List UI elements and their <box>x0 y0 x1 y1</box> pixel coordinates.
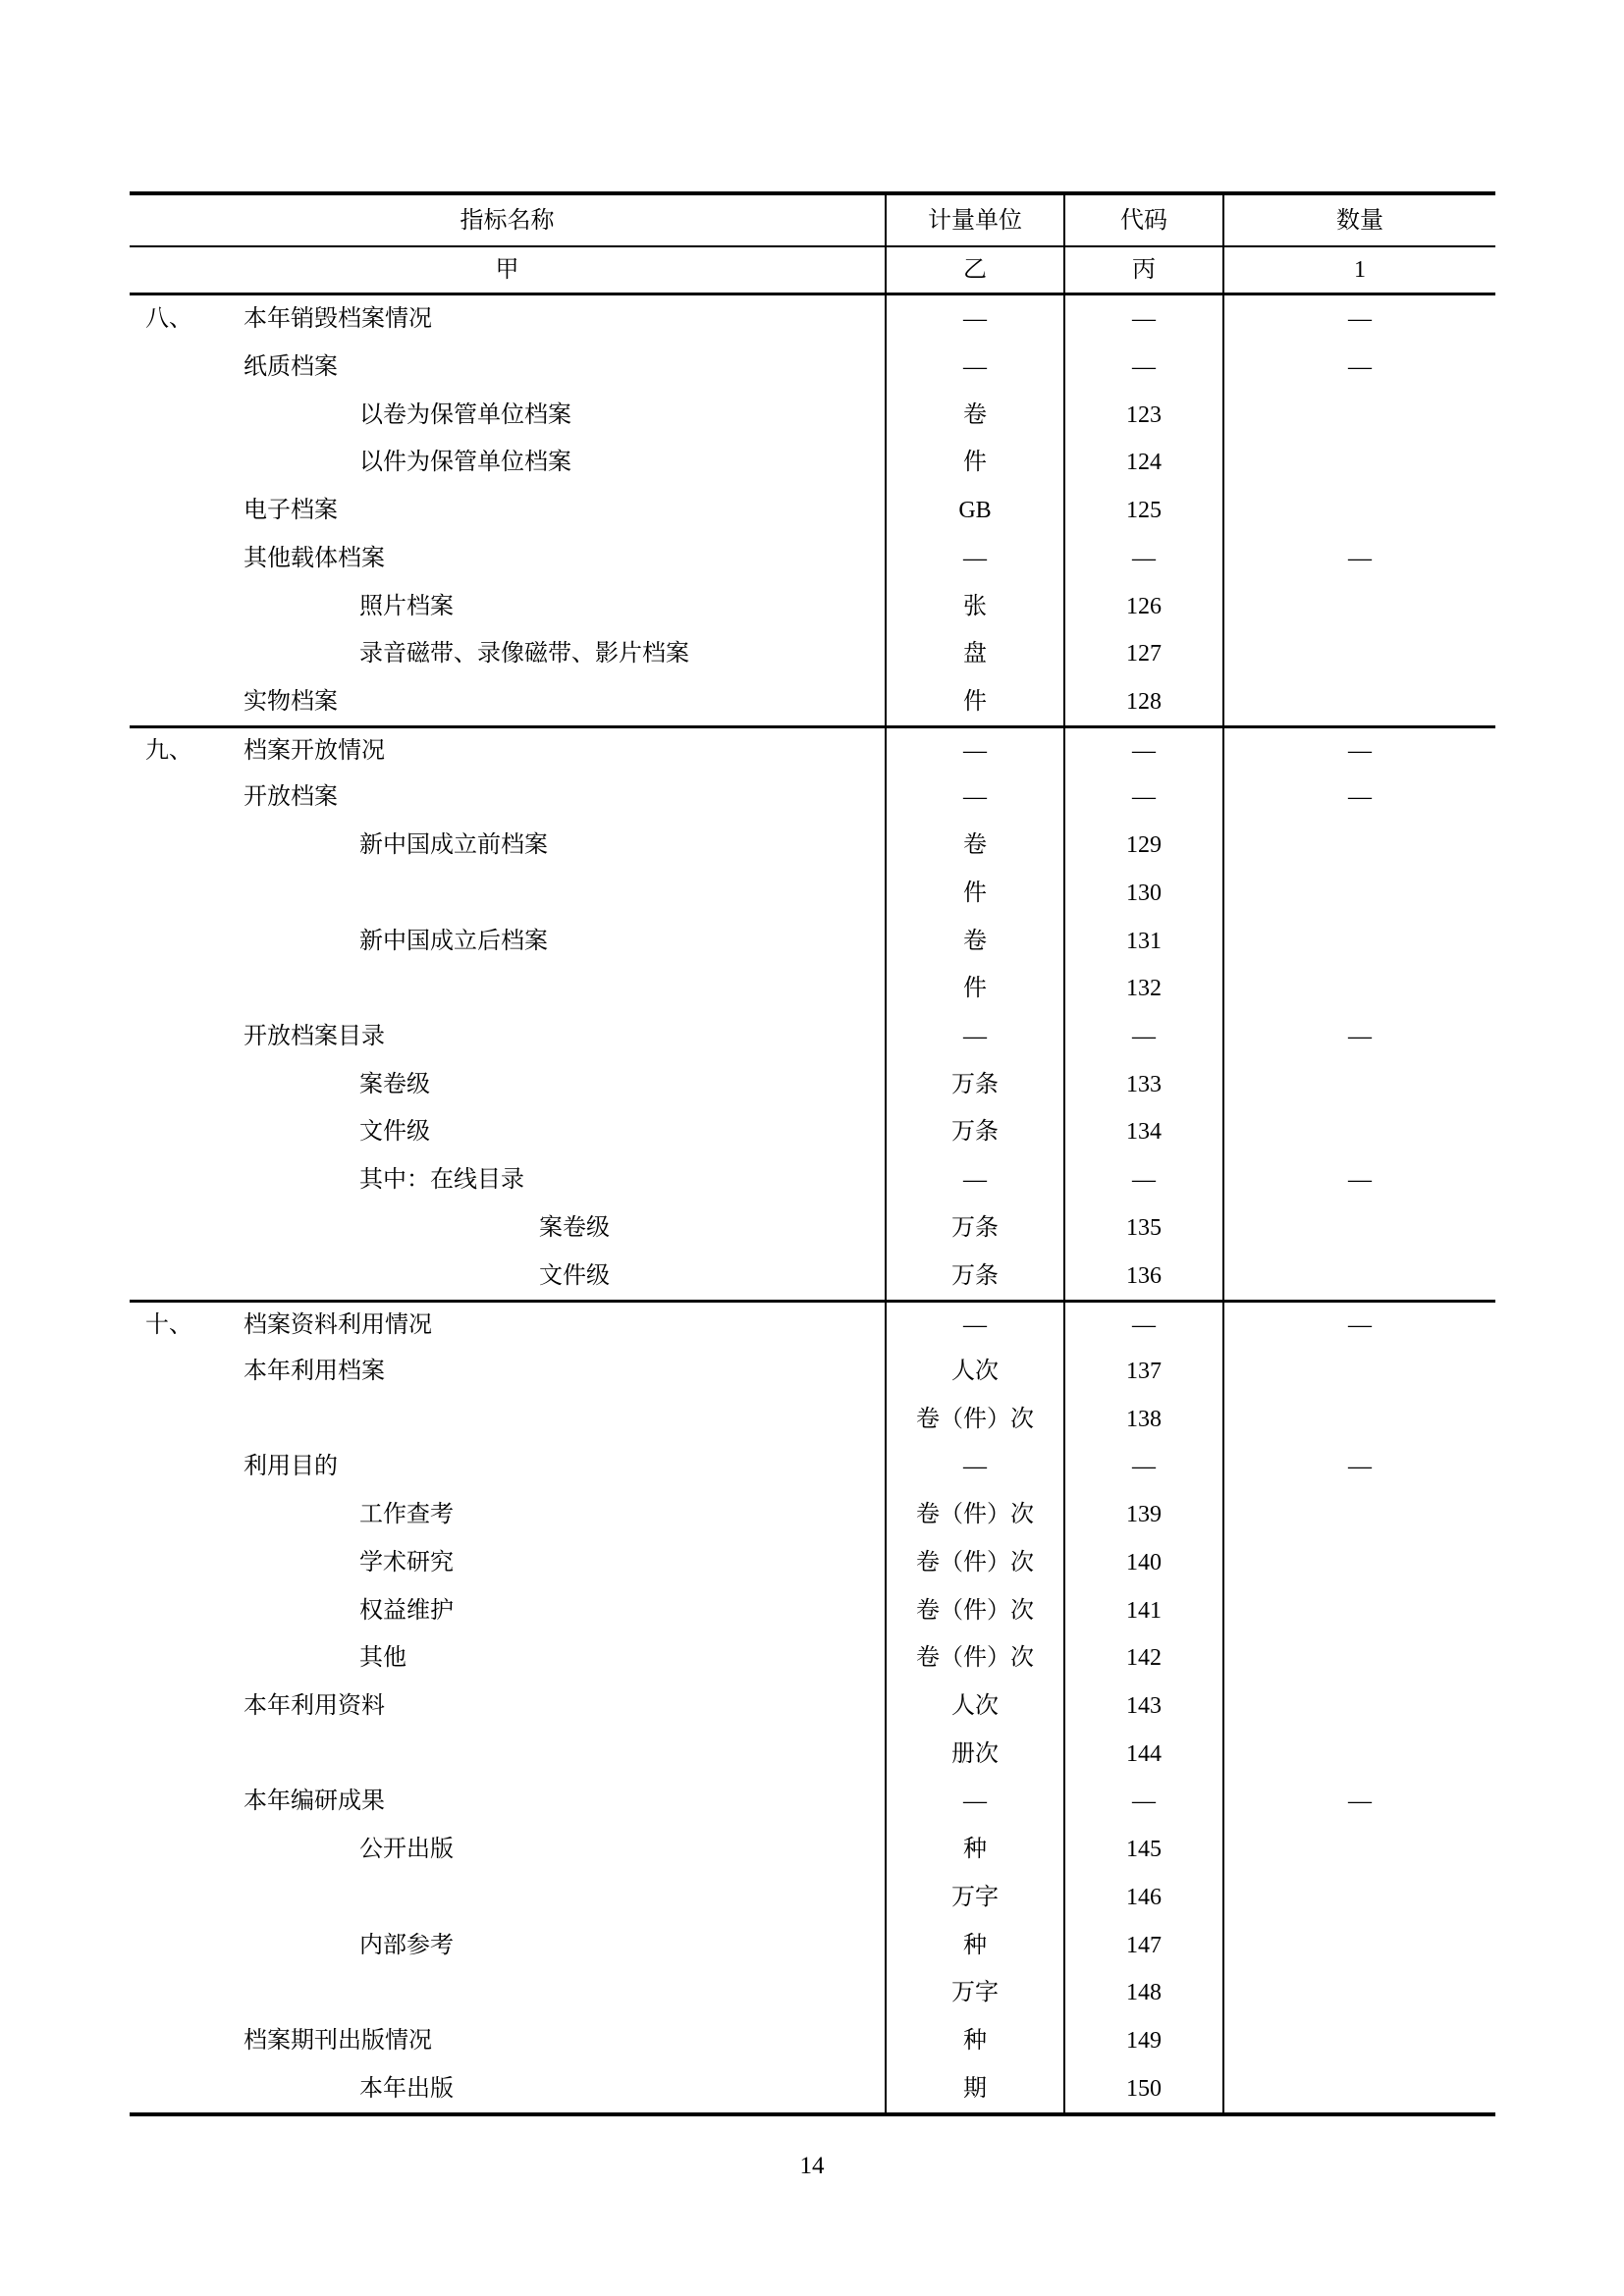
indicator-name-label: 纸质档案 <box>244 354 338 381</box>
unit-cell: 件 <box>885 439 1063 487</box>
indicator-name-cell <box>130 1969 885 2017</box>
code-cell: 141 <box>1063 1586 1222 1634</box>
indicator-name-label: 公开出版 <box>359 1837 454 1863</box>
quantity-cell <box>1222 1682 1495 1731</box>
quantity-cell: — <box>1222 1156 1495 1204</box>
unit-cell: — <box>885 295 1063 344</box>
code-cell: — <box>1063 1013 1222 1061</box>
unit-cell: 人次 <box>885 1348 1063 1396</box>
unit-cell: 册次 <box>885 1730 1063 1778</box>
unit-cell: 卷 <box>885 822 1063 870</box>
subheader-jia: 甲 <box>130 247 885 295</box>
indicator-name-label: 其他 <box>359 1645 406 1672</box>
quantity-cell <box>1222 2017 1495 2065</box>
unit-cell: — <box>885 1778 1063 1826</box>
code-cell: 133 <box>1063 1060 1222 1108</box>
indicator-name-cell <box>130 1060 885 1108</box>
column-header-code: 代码 <box>1063 195 1222 247</box>
code-cell: 126 <box>1063 582 1222 630</box>
quantity-cell: — <box>1222 1013 1495 1061</box>
quantity-cell <box>1222 630 1495 678</box>
indicator-name-label: 本年利用档案 <box>244 1358 385 1384</box>
quantity-cell <box>1222 1921 1495 1969</box>
indicator-name-cell <box>130 870 885 918</box>
unit-cell: 万条 <box>885 1108 1063 1156</box>
code-cell: — <box>1063 1156 1222 1204</box>
section-number-label: 十、 <box>145 1311 192 1338</box>
indicator-name-label: 本年出版 <box>359 2075 454 2102</box>
statistics-table <box>130 191 1495 2116</box>
unit-cell: 万条 <box>885 1203 1063 1252</box>
unit-cell: — <box>885 1013 1063 1061</box>
section-number-label: 九、 <box>145 738 192 765</box>
indicator-name-cell <box>130 1203 885 1252</box>
column-header-unit: 计量单位 <box>885 195 1063 247</box>
indicator-name-label: 权益维护 <box>359 1597 454 1624</box>
indicator-name-cell <box>130 1491 885 1539</box>
quantity-cell <box>1222 1826 1495 1874</box>
quantity-cell <box>1222 822 1495 870</box>
unit-cell: 件 <box>885 678 1063 726</box>
indicator-name-cell <box>130 295 885 344</box>
indicator-name-label: 档案期刊出版情况 <box>244 2027 432 2054</box>
quantity-cell <box>1222 870 1495 918</box>
unit-cell: 卷（件）次 <box>885 1586 1063 1634</box>
indicator-name-label: 以卷为保管单位档案 <box>359 401 571 428</box>
quantity-cell <box>1222 1060 1495 1108</box>
code-cell: 127 <box>1063 630 1222 678</box>
indicator-name-label: 新中国成立前档案 <box>359 832 548 859</box>
unit-cell: 万条 <box>885 1060 1063 1108</box>
indicator-name-label: 案卷级 <box>359 1071 430 1097</box>
quantity-cell <box>1222 1108 1495 1156</box>
indicator-name-label: 学术研究 <box>359 1549 454 1575</box>
subheader-yi: 乙 <box>885 247 1063 295</box>
indicator-name-cell <box>130 2017 885 2065</box>
indicator-name-label: 本年利用资料 <box>244 1692 385 1719</box>
code-cell: 137 <box>1063 1348 1222 1396</box>
indicator-name-cell <box>130 2064 885 2112</box>
code-cell: 135 <box>1063 1203 1222 1252</box>
quantity-cell <box>1222 1730 1495 1778</box>
code-cell: 144 <box>1063 1730 1222 1778</box>
unit-cell: — <box>885 344 1063 392</box>
section-number-label: 八、 <box>145 306 192 333</box>
code-cell: — <box>1063 344 1222 392</box>
quantity-cell: — <box>1222 1443 1495 1491</box>
indicator-name-cell <box>130 487 885 535</box>
indicator-name-label: 其他载体档案 <box>244 545 385 571</box>
code-cell: 134 <box>1063 1108 1222 1156</box>
indicator-name-label: 本年销毁档案情况 <box>244 306 432 333</box>
indicator-name-label: 文件级 <box>539 1262 610 1289</box>
unit-cell: 种 <box>885 1921 1063 1969</box>
quantity-cell <box>1222 965 1495 1013</box>
unit-cell: 万字 <box>885 1873 1063 1921</box>
indicator-name-cell <box>130 1300 885 1348</box>
quantity-cell <box>1222 1348 1495 1396</box>
unit-cell: GB <box>885 487 1063 535</box>
code-cell: 146 <box>1063 1873 1222 1921</box>
indicator-name-label: 照片档案 <box>359 593 454 619</box>
unit-cell: 种 <box>885 2017 1063 2065</box>
indicator-name-cell <box>130 1348 885 1396</box>
indicator-name-cell <box>130 1586 885 1634</box>
unit-cell: — <box>885 1156 1063 1204</box>
code-cell: 131 <box>1063 917 1222 965</box>
code-cell: 148 <box>1063 1969 1222 2017</box>
code-cell: — <box>1063 295 1222 344</box>
quantity-cell <box>1222 678 1495 726</box>
indicator-name-cell <box>130 391 885 439</box>
code-cell: 130 <box>1063 870 1222 918</box>
code-cell: 150 <box>1063 2064 1222 2112</box>
quantity-cell: — <box>1222 1778 1495 1826</box>
indicator-name-cell <box>130 1395 885 1443</box>
code-cell: 139 <box>1063 1491 1222 1539</box>
indicator-name-cell <box>130 1730 885 1778</box>
unit-cell: 卷（件）次 <box>885 1634 1063 1682</box>
quantity-cell <box>1222 391 1495 439</box>
code-cell: 128 <box>1063 678 1222 726</box>
quantity-cell <box>1222 1395 1495 1443</box>
indicator-name-label: 工作查考 <box>359 1502 454 1528</box>
column-header-quantity: 数量 <box>1222 195 1495 247</box>
code-cell: 145 <box>1063 1826 1222 1874</box>
code-cell: 140 <box>1063 1538 1222 1586</box>
code-cell: 142 <box>1063 1634 1222 1682</box>
indicator-name-label: 以件为保管单位档案 <box>359 450 571 476</box>
quantity-cell <box>1222 1203 1495 1252</box>
unit-cell: — <box>885 1443 1063 1491</box>
unit-cell: — <box>885 535 1063 583</box>
unit-cell: — <box>885 725 1063 774</box>
page-number: 14 <box>799 2153 825 2179</box>
quantity-cell <box>1222 1969 1495 2017</box>
code-cell: 132 <box>1063 965 1222 1013</box>
unit-cell: 卷 <box>885 391 1063 439</box>
indicator-name-label: 档案开放情况 <box>244 738 385 765</box>
code-cell: — <box>1063 535 1222 583</box>
indicator-name-cell <box>130 1921 885 1969</box>
indicator-name-cell <box>130 965 885 1013</box>
unit-cell: — <box>885 774 1063 822</box>
code-cell: — <box>1063 774 1222 822</box>
quantity-cell <box>1222 487 1495 535</box>
unit-cell: 卷（件）次 <box>885 1395 1063 1443</box>
quantity-cell <box>1222 1586 1495 1634</box>
code-cell: 149 <box>1063 2017 1222 2065</box>
indicator-name-cell <box>130 1538 885 1586</box>
code-cell: 125 <box>1063 487 1222 535</box>
unit-cell: 张 <box>885 582 1063 630</box>
column-header-indicator-name: 指标名称 <box>130 195 885 247</box>
indicator-name-cell <box>130 582 885 630</box>
indicator-name-cell <box>130 1108 885 1156</box>
indicator-name-cell <box>130 1013 885 1061</box>
quantity-cell <box>1222 1252 1495 1300</box>
indicator-name-cell <box>130 917 885 965</box>
unit-cell: — <box>885 1300 1063 1348</box>
indicator-name-cell <box>130 1873 885 1921</box>
code-cell: 129 <box>1063 822 1222 870</box>
indicator-name-label: 档案资料利用情况 <box>244 1311 432 1338</box>
quantity-cell: — <box>1222 725 1495 774</box>
indicator-name-cell <box>130 535 885 583</box>
quantity-cell <box>1222 1538 1495 1586</box>
indicator-name-cell <box>130 1252 885 1300</box>
unit-cell: 期 <box>885 2064 1063 2112</box>
quantity-cell: — <box>1222 295 1495 344</box>
indicator-name-cell <box>130 774 885 822</box>
indicator-name-label: 录音磁带、录像磁带、影片档案 <box>359 641 689 667</box>
quantity-cell: — <box>1222 1300 1495 1348</box>
unit-cell: 卷（件）次 <box>885 1491 1063 1539</box>
indicator-name-label: 文件级 <box>359 1119 430 1146</box>
indicator-name-cell <box>130 1156 885 1204</box>
indicator-name-cell <box>130 1634 885 1682</box>
indicator-name-label: 本年编研成果 <box>244 1789 385 1815</box>
code-cell: 136 <box>1063 1252 1222 1300</box>
indicator-name-cell <box>130 439 885 487</box>
unit-cell: 盘 <box>885 630 1063 678</box>
indicator-name-label: 开放档案目录 <box>244 1024 385 1049</box>
indicator-name-cell <box>130 344 885 392</box>
indicator-name-cell <box>130 725 885 774</box>
indicator-name-cell <box>130 1778 885 1826</box>
unit-cell: 卷 <box>885 917 1063 965</box>
code-cell: — <box>1063 1443 1222 1491</box>
unit-cell: 卷（件）次 <box>885 1538 1063 1586</box>
quantity-cell <box>1222 1873 1495 1921</box>
unit-cell: 种 <box>885 1826 1063 1874</box>
indicator-name-cell <box>130 678 885 726</box>
subheader-bing: 丙 <box>1063 247 1222 295</box>
quantity-cell: — <box>1222 535 1495 583</box>
indicator-name-label: 电子档案 <box>244 498 338 524</box>
quantity-cell <box>1222 2064 1495 2112</box>
indicator-name-cell <box>130 822 885 870</box>
indicator-name-cell <box>130 1826 885 1874</box>
indicator-name-label: 利用目的 <box>244 1454 338 1480</box>
unit-cell: 人次 <box>885 1682 1063 1731</box>
code-cell: 124 <box>1063 439 1222 487</box>
code-cell: — <box>1063 1778 1222 1826</box>
unit-cell: 件 <box>885 965 1063 1013</box>
unit-cell: 万条 <box>885 1252 1063 1300</box>
code-cell: 147 <box>1063 1921 1222 1969</box>
indicator-name-label: 案卷级 <box>539 1214 610 1241</box>
code-cell: — <box>1063 1300 1222 1348</box>
indicator-name-cell <box>130 630 885 678</box>
quantity-cell <box>1222 1634 1495 1682</box>
quantity-cell: — <box>1222 344 1495 392</box>
code-cell: 138 <box>1063 1395 1222 1443</box>
indicator-name-cell <box>130 1443 885 1491</box>
quantity-cell: — <box>1222 774 1495 822</box>
indicator-name-cell <box>130 1682 885 1731</box>
quantity-cell <box>1222 439 1495 487</box>
indicator-name-label: 新中国成立后档案 <box>359 928 548 954</box>
indicator-name-label: 其中：在线目录 <box>359 1167 524 1194</box>
indicator-name-label: 内部参考 <box>359 1932 454 1958</box>
unit-cell: 万字 <box>885 1969 1063 2017</box>
quantity-cell <box>1222 917 1495 965</box>
code-cell: — <box>1063 725 1222 774</box>
unit-cell: 件 <box>885 870 1063 918</box>
code-cell: 143 <box>1063 1682 1222 1731</box>
quantity-cell <box>1222 1491 1495 1539</box>
subheader-1: 1 <box>1222 247 1495 295</box>
indicator-name-label: 实物档案 <box>244 689 338 716</box>
indicator-name-label: 开放档案 <box>244 784 338 811</box>
code-cell: 123 <box>1063 391 1222 439</box>
quantity-cell <box>1222 582 1495 630</box>
